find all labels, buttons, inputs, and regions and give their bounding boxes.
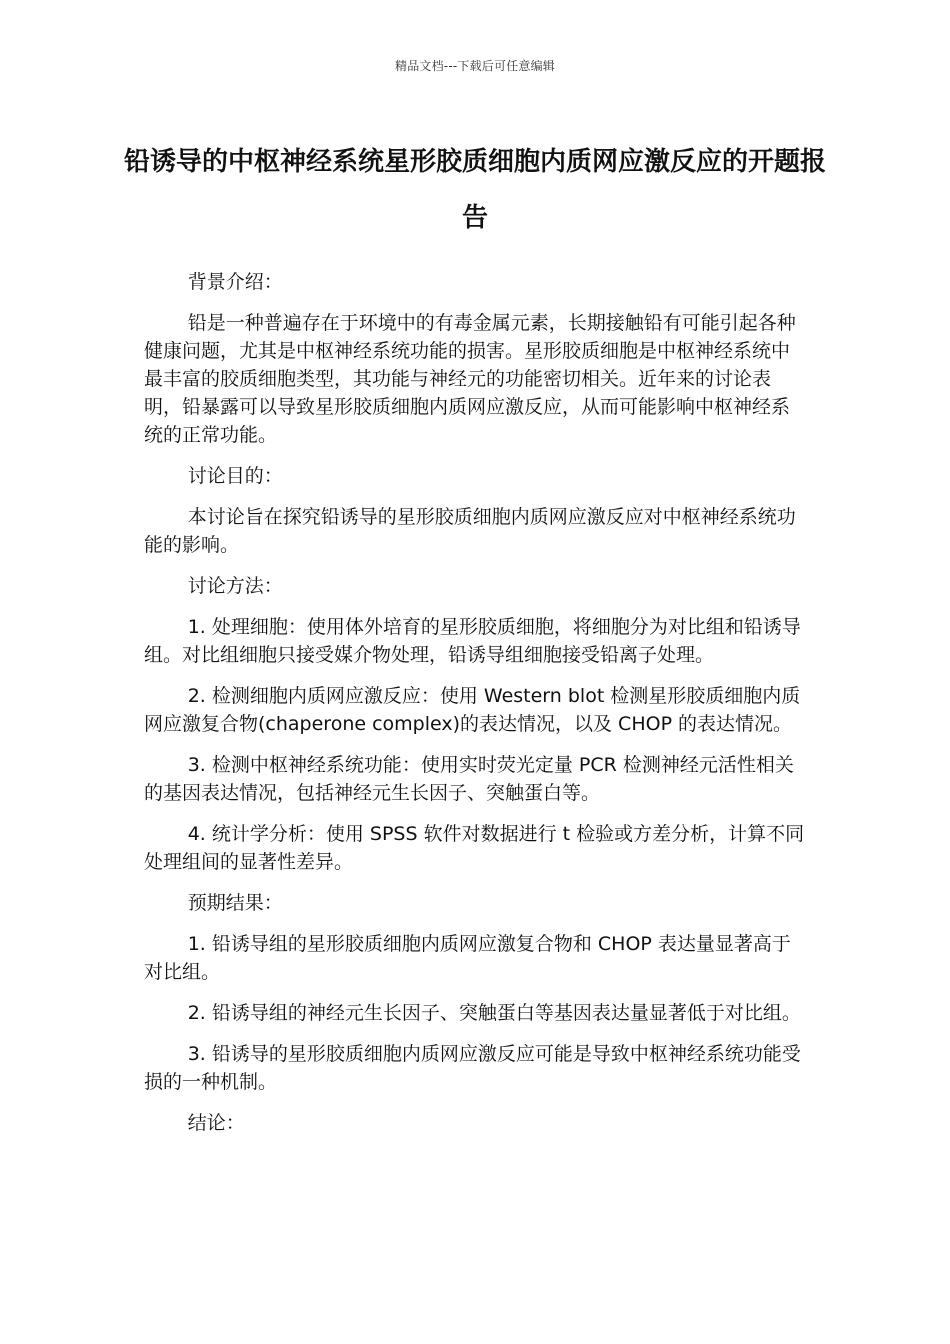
header-note: 精品文档---下载后可任意编辑 bbox=[395, 59, 555, 73]
expected-item: 1. 铅诱导组的星形胶质细胞内质网应激复合物和 CHOP 表达量显著高于对比组。 bbox=[144, 933, 791, 983]
purpose-heading: 讨论目的： bbox=[187, 465, 283, 487]
method-item: 3. 检测中枢神经系统功能：使用实时荧光定量 PCR 检测神经元活性相关的基因表达情况，包括神经元生长因子、突触蛋白等。 bbox=[144, 754, 794, 804]
method-item: 4. 统计学分析：使用 SPSS 软件对数据进行 t 检验或方差分析，计算不同处理组间的显著性差异。 bbox=[144, 823, 805, 873]
background-paragraph: 铅是一种普遍存在于环境中的有毒金属元素，长期接触铅有可能引起各种健康问题，尤其是中枢神经系统功能的损害。星形胶质细胞是中枢神经系统中最丰富的胶质细胞类型，其功能与神经元的功能密切相关。近年来的讨论表明，铅暴露可以导致星形胶质细胞内质网应激反应，从而可能影响中枢神经系统的正常功能。 bbox=[144, 312, 796, 446]
expected-item: 2. 铅诱导组的神经元生长因子、突触蛋白等基因表达量显著低于对比组。 bbox=[187, 1002, 801, 1024]
conclusion-heading: 结论： bbox=[187, 1112, 245, 1134]
document-body bbox=[144, 268, 808, 1150]
document-title: 铅诱导的中枢神经系统星形胶质细胞内质网应激反应的开题报告 bbox=[123, 147, 826, 233]
expected-heading: 预期结果： bbox=[187, 892, 283, 914]
background-heading: 背景介绍： bbox=[187, 271, 283, 293]
method-item: 1. 处理细胞：使用体外培育的星形胶质细胞，将细胞分为对比组和铅诱导组。对比组细胞只接受媒介物处理，铅诱导组细胞接受铅离子处理。 bbox=[144, 616, 801, 666]
expected-item: 3. 铅诱导的星形胶质细胞内质网应激反应可能是导致中枢神经系统功能受损的一种机制。 bbox=[144, 1043, 801, 1093]
purpose-paragraph: 本讨论旨在探究铅诱导的星形胶质细胞内质网应激反应对中枢神经系统功能的影响。 bbox=[144, 506, 796, 556]
method-heading: 讨论方法： bbox=[187, 575, 283, 597]
method-item: 2. 检测细胞内质网应激反应：使用 Western blot 检测星形胶质细胞内质网应激复合物(chaperone complex)的表达情况，以及 CHOP 的表达情况。 bbox=[144, 685, 801, 735]
